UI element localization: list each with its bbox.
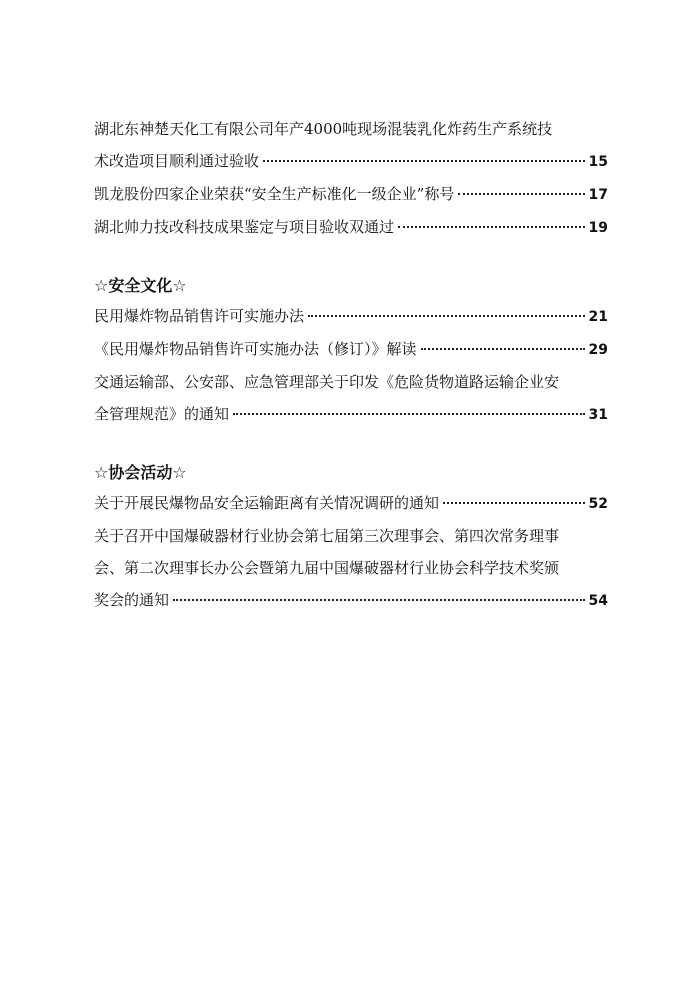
- toc-entry[interactable]: [94, 178, 608, 211]
- toc-entry[interactable]: [94, 113, 608, 178]
- dot-leader: [458, 192, 584, 195]
- toc-entry-line: [94, 300, 608, 333]
- table-of-contents: [94, 113, 608, 617]
- toc-page-number: 19: [588, 220, 608, 236]
- toc-entry-line: [94, 584, 608, 617]
- dot-leader: [308, 314, 585, 317]
- toc-page-number: 54: [588, 593, 608, 609]
- toc-entry[interactable]: [94, 487, 608, 520]
- dot-leader: [443, 501, 585, 504]
- dot-leader: [173, 598, 585, 601]
- section-heading-association-activities: ☆协会活动☆: [94, 463, 187, 482]
- toc-entry-title: 奖会的通知: [94, 591, 170, 609]
- toc-entry-title: 关于开展民爆物品安全运输距离有关情况调研的通知: [94, 494, 440, 512]
- section-heading-safety-culture: ☆安全文化☆: [94, 276, 187, 295]
- section-association-activities: [94, 461, 608, 617]
- toc-entry-line: [94, 211, 608, 244]
- toc-entry-title: 关于召开中国爆破器材行业协会第七届第三次理事会、第四次常务理事: [94, 527, 560, 545]
- toc-page-number: 31: [588, 407, 608, 423]
- toc-entry-title: 会、第二次理事长办公会暨第九届中国爆破器材行业协会科学技术奖颁: [94, 559, 560, 577]
- dot-leader: [421, 347, 585, 350]
- toc-entry-line: [94, 178, 608, 211]
- toc-entry[interactable]: [94, 333, 608, 366]
- toc-page-number: 52: [588, 496, 608, 512]
- toc-entry-line: [94, 398, 608, 431]
- toc-entry-line: [94, 366, 608, 398]
- toc-entry-line: [94, 333, 608, 366]
- toc-page-number: 17: [588, 187, 608, 203]
- toc-entry-line: [94, 520, 608, 552]
- association-activities-entries: [94, 487, 608, 617]
- dot-leader: [398, 225, 585, 228]
- toc-page-number: 21: [588, 309, 608, 325]
- toc-entry-line: [94, 113, 608, 145]
- toc-entry-title: 全管理规范》的通知: [94, 405, 230, 423]
- toc-entry-title: 湖北东神楚天化工有限公司年产4000吨现场混装乳化炸药生产系统技: [94, 120, 553, 138]
- toc-entry-line: [94, 487, 608, 520]
- toc-entry-title: 交通运输部、公安部、应急管理部关于印发《危险货物道路运输企业安: [94, 373, 560, 391]
- dot-leader: [233, 412, 585, 415]
- toc-entry-title: 《民用爆炸物品销售许可实施办法（修订）》解读: [94, 340, 417, 358]
- toc-group-top: [94, 113, 608, 244]
- toc-entry[interactable]: [94, 520, 608, 617]
- toc-entry[interactable]: [94, 300, 608, 333]
- toc-entry[interactable]: [94, 366, 608, 431]
- safety-culture-entries: [94, 300, 608, 431]
- toc-page-number: 29: [588, 342, 608, 358]
- toc-entry-title: 民用爆炸物品销售许可实施办法: [94, 307, 305, 325]
- toc-entry-title: 术改造项目顺利通过验收: [94, 152, 260, 170]
- toc-entry-line: [94, 552, 608, 584]
- toc-entry-line: [94, 145, 608, 178]
- toc-entry-title: 凯龙股份四家企业荣获“安全生产标准化一级企业”称号: [94, 185, 455, 203]
- section-safety-culture: [94, 274, 608, 431]
- toc-page-number: 15: [588, 154, 608, 170]
- dot-leader: [263, 159, 585, 162]
- toc-entry-title: 湖北帅力技改科技成果鉴定与项目验收双通过: [94, 218, 395, 236]
- toc-entry[interactable]: [94, 211, 608, 244]
